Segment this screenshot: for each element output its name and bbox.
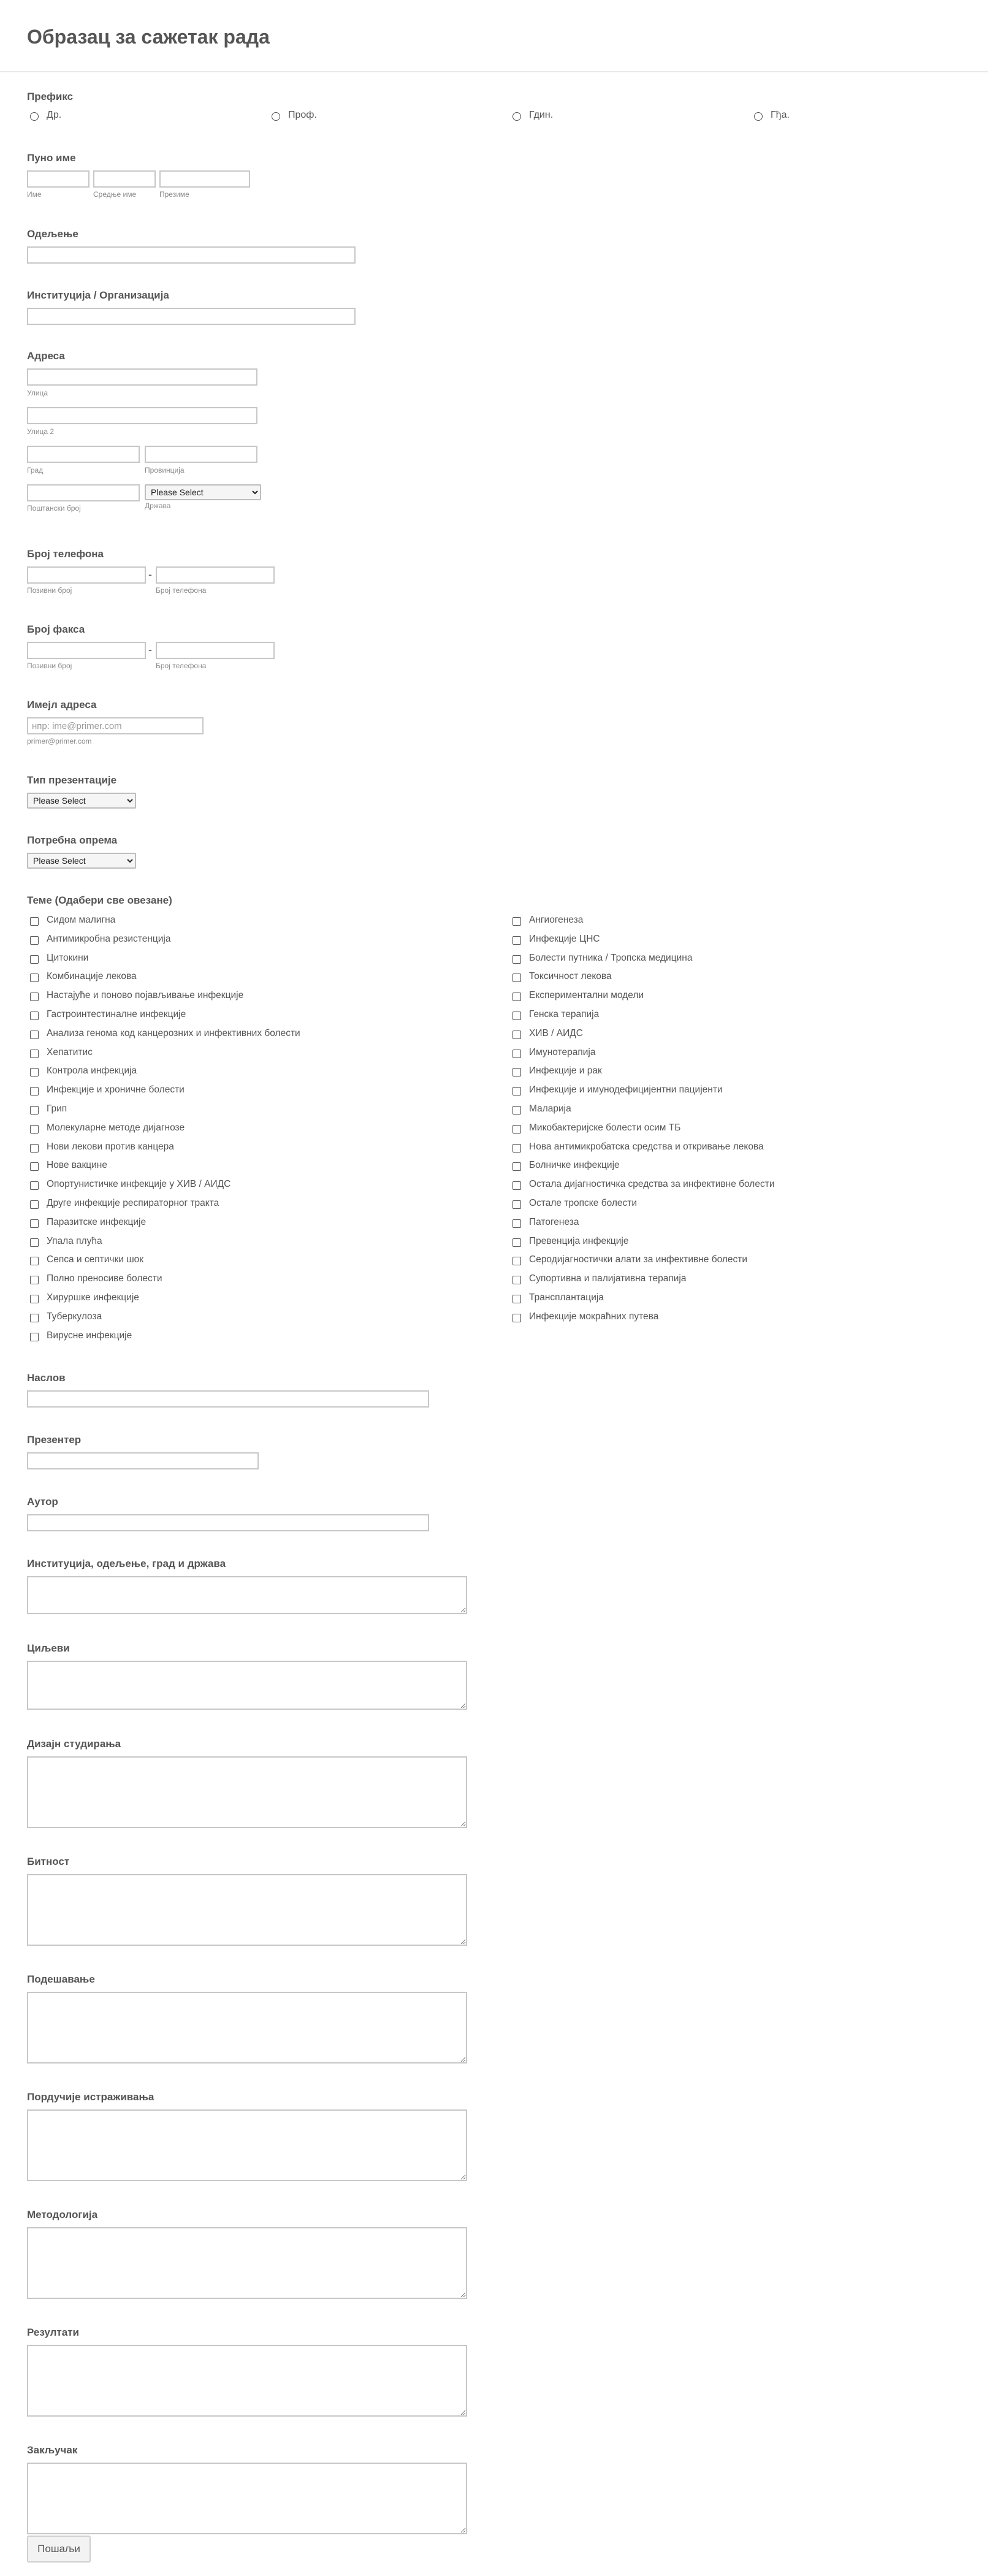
topic-checkbox[interactable] [30,1333,39,1341]
topic-checkbox-label[interactable]: Инфекције ЦНС [529,933,600,944]
topic-checkbox[interactable] [30,936,39,945]
topic-checkbox-label[interactable]: Инфекције и рак [529,1065,602,1077]
topic-checkbox[interactable] [512,1257,521,1265]
topic-checkbox-label[interactable]: Нови лекови против канцера [47,1141,174,1152]
topic-checkbox[interactable] [512,1238,521,1247]
topic-checkbox-label[interactable]: Маларија [529,1103,571,1114]
topic-checkbox[interactable] [512,1219,521,1228]
topic-checkbox-label[interactable]: Цитокини [47,952,89,963]
topic-checkbox[interactable] [512,936,521,945]
topic-checkbox[interactable] [30,1181,39,1190]
topic-checkbox-label[interactable]: Имунотерапија [529,1046,596,1057]
radio-prof-label[interactable]: Проф. [288,110,317,120]
topic-checkbox-label[interactable]: Инфекције и хроничне болести [47,1084,185,1096]
topic-checkbox[interactable] [30,1295,39,1303]
topic-checkbox-label[interactable]: Инфекције мокраћних путева [529,1311,659,1322]
address-label: Адреса [27,350,65,362]
topic-checkbox-label[interactable]: Вирусне инфекције [47,1330,132,1341]
topic-checkbox-label[interactable]: Полно преносиве болести [47,1273,162,1284]
presenter-input[interactable] [27,1452,259,1469]
affiliation-label: Институција, одељење, град и држава [27,1558,226,1569]
email-input[interactable] [27,717,204,734]
topic-checkbox-label[interactable]: Трансплантација [529,1292,604,1303]
equipment-label: Потребна опрема [27,834,118,846]
radio-mr[interactable] [512,112,521,121]
first-name-sublabel: Име [27,190,42,199]
topic-checkbox[interactable] [30,1276,39,1284]
topic-checkbox-label[interactable]: Супортивна и палијативна терапија [529,1273,687,1284]
methodology-label: Методологија [27,2209,98,2220]
topic-checkbox[interactable] [30,1050,39,1058]
topic-checkbox-label[interactable]: Молекуларне методе дијагнозе [47,1122,185,1133]
phone-area-input[interactable] [27,566,146,584]
conclusion-textarea[interactable] [27,2463,467,2534]
author-label: Аутор [27,1496,58,1507]
topic-checkbox[interactable] [512,955,521,964]
topic-checkbox[interactable] [512,974,521,982]
fax-number-input[interactable] [156,642,275,659]
radio-mr-label[interactable]: Гдин. [529,110,554,120]
fax-number-sublabel: Број телефона [156,661,207,670]
topic-checkbox-label[interactable]: Нове вакцине [47,1160,107,1171]
department-input[interactable] [27,246,356,264]
prefix-label: Префикс [27,91,74,102]
topic-checkbox[interactable] [30,1219,39,1228]
postal-code-input[interactable] [27,484,140,501]
relevance-textarea[interactable] [27,1874,467,1946]
topic-checkbox-label[interactable]: Сидом малигна [47,915,116,925]
topic-checkbox-label[interactable]: Контрола инфекција [47,1065,137,1077]
phone-number-sublabel: Број телефона [156,586,207,595]
topic-checkbox[interactable] [30,1144,39,1153]
objectives-label: Циљеви [27,1642,70,1654]
presentation-type-label: Тип презентације [27,774,117,786]
topic-checkbox-label[interactable]: Превенција инфекције [529,1235,629,1246]
research-area-label: Пордучије истраживања [27,2091,154,2103]
fax-area-sublabel: Позивни број [27,661,72,670]
study-design-label: Дизајн студирања [27,1738,121,1750]
topic-checkbox-label[interactable]: Ангиогенеза [529,915,584,925]
topic-checkbox-label[interactable]: Болничке инфекције [529,1160,620,1171]
topic-checkbox[interactable] [512,1087,521,1096]
topic-checkbox-label[interactable]: Хируршке инфекције [47,1292,139,1303]
submit-button[interactable]: Пошаљи [27,2536,91,2563]
study-design-textarea[interactable] [27,1756,467,1828]
city-sublabel: Град [27,466,44,474]
topic-checkbox-label[interactable]: Токсичност лекова [529,971,612,982]
topic-checkbox[interactable] [512,1125,521,1134]
topic-checkbox-label[interactable]: Патогенеза [529,1216,579,1227]
last-name-sublabel: Презиме [159,190,189,199]
institution-input[interactable] [27,308,356,325]
topic-checkbox[interactable] [30,1257,39,1265]
topic-checkbox-label[interactable]: Остале тропске болести [529,1198,638,1208]
topic-checkbox[interactable] [30,993,39,1001]
province-input[interactable] [145,446,257,463]
title-input[interactable] [27,1390,429,1408]
topic-checkbox[interactable] [512,1162,521,1171]
setting-textarea[interactable] [27,1992,467,2063]
objectives-textarea[interactable] [27,1661,467,1710]
topic-checkbox[interactable] [512,1314,521,1322]
radio-mrs[interactable] [754,112,763,121]
topic-checkbox-label[interactable]: Туберкулоза [47,1311,102,1322]
fax-area-input[interactable] [27,642,146,659]
street-sublabel: Улица [27,389,48,397]
results-textarea[interactable] [27,2345,467,2417]
relevance-label: Битност [27,1856,70,1867]
topic-checkbox[interactable] [512,1068,521,1077]
phone-area-sublabel: Позивни број [27,586,72,595]
topic-checkbox[interactable] [512,1012,521,1020]
topic-checkbox[interactable] [512,1106,521,1115]
conclusion-label: Закључак [27,2444,78,2456]
topic-checkbox[interactable] [30,1125,39,1134]
affiliation-textarea[interactable] [27,1576,467,1614]
province-sublabel: Провинција [145,466,185,474]
topic-checkbox-label[interactable]: Грип [47,1103,67,1114]
topic-checkbox[interactable] [30,1031,39,1039]
topic-checkbox[interactable] [512,1050,521,1058]
topic-checkbox[interactable] [512,1295,521,1303]
country-sublabel: Држава [145,501,171,510]
topic-checkbox-label[interactable]: Микобактеријске болести осим ТБ [529,1122,681,1133]
topic-checkbox-label[interactable]: Сепса и септички шок [47,1254,144,1265]
topic-checkbox-label[interactable]: Серодијагностички алати за инфективне болести [529,1254,748,1265]
fax-label: Број факса [27,623,85,635]
topic-checkbox-label[interactable]: Гастроинтестиналне инфекције [47,1009,186,1019]
radio-dr-label[interactable]: Др. [47,110,62,120]
radio-prof[interactable] [272,112,280,121]
topic-checkbox-label[interactable]: Болести путника / Тропска медицина [529,952,693,963]
street-input[interactable] [27,368,257,386]
phone-dash: - [148,568,152,581]
fax-dash: - [148,644,152,656]
topic-checkbox-label[interactable]: Опортунистичке инфекције у ХИВ / АИДС [47,1179,231,1190]
results-label: Резултати [27,2326,79,2338]
middle-name-sublabel: Средње име [93,190,137,199]
topic-checkbox-label[interactable]: Друге инфекције респираторног тракта [47,1198,219,1208]
methodology-textarea[interactable] [27,2227,467,2299]
topic-checkbox[interactable] [30,1200,39,1209]
email-sublabel: primer@primer.com [27,737,92,745]
last-name-input[interactable] [159,170,250,188]
topic-checkbox-label[interactable]: Остала дијагностичка средства за инфективне болести [529,1179,775,1190]
topic-checkbox[interactable] [512,1144,521,1153]
research-area-textarea[interactable] [27,2109,467,2181]
city-input[interactable] [27,446,140,463]
topic-checkbox-label[interactable]: Хепатитис [47,1046,93,1057]
radio-mrs-label[interactable]: Гђа. [771,110,790,120]
topic-checkbox[interactable] [512,993,521,1001]
topic-checkbox-label[interactable]: Инфекције и имунодефицијентни пацијенти [529,1084,723,1096]
topic-checkbox[interactable] [30,1012,39,1020]
presenter-label: Презентер [27,1434,82,1446]
topic-checkbox-label[interactable]: Комбинације лекова [47,971,137,982]
institution-label: Институција / Организација [27,289,169,301]
topic-checkbox-label[interactable]: Упала плућа [47,1235,102,1246]
topic-checkbox[interactable] [30,1162,39,1171]
topic-checkbox-label[interactable]: ХИВ / АИДС [529,1027,583,1038]
title-field-label: Наслов [27,1372,66,1384]
setting-label: Подешавање [27,1973,95,1985]
topic-checkbox[interactable] [30,1238,39,1247]
author-input[interactable] [27,1514,429,1531]
topic-checkbox-label[interactable]: Нова антимикробатска средства и откривање лекова [529,1141,764,1152]
topic-checkbox-label[interactable]: Генска терапија [529,1009,600,1019]
topics-label: Теме (Одабери све овезане) [27,894,172,906]
street2-input[interactable] [27,407,257,424]
topic-checkbox[interactable] [512,917,521,926]
phone-number-input[interactable] [156,566,275,584]
topic-checkbox-label[interactable]: Антимикробна резистенција [47,933,171,944]
topic-checkbox[interactable] [30,1087,39,1096]
topic-checkbox[interactable] [512,1276,521,1284]
postal-code-sublabel: Поштански број [27,504,81,513]
topic-checkbox-label[interactable]: Паразитске инфекције [47,1216,147,1227]
presentation-type-select[interactable] [27,793,136,809]
topic-checkbox[interactable] [30,1314,39,1322]
first-name-input[interactable] [27,170,90,188]
topic-checkbox[interactable] [512,1200,521,1209]
topic-checkbox-label[interactable]: Анализа генома код канцерозних и инфективних болести [47,1027,300,1038]
phone-label: Број телефона [27,548,104,560]
form-title: Образац за сажетак рада [27,26,270,48]
country-select[interactable] [145,484,261,500]
topic-checkbox[interactable] [30,1106,39,1115]
topic-checkbox[interactable] [512,1031,521,1039]
title-divider [0,71,988,72]
equipment-select[interactable] [27,853,136,869]
topic-checkbox[interactable] [30,1068,39,1077]
topic-checkbox[interactable] [30,955,39,964]
street2-sublabel: Улица 2 [27,427,55,436]
middle-name-input[interactable] [93,170,156,188]
topic-checkbox-label[interactable]: Настајуће и поново појављивање инфекције [47,990,244,1001]
full-name-label: Пуно име [27,152,76,164]
topic-checkbox-label[interactable]: Експериментални модели [529,990,644,1001]
radio-dr[interactable] [30,112,39,121]
topic-checkbox[interactable] [30,974,39,982]
topic-checkbox[interactable] [512,1181,521,1190]
topic-checkbox[interactable] [30,917,39,926]
department-label: Одељење [27,228,78,240]
email-label: Имејл адреса [27,699,97,711]
